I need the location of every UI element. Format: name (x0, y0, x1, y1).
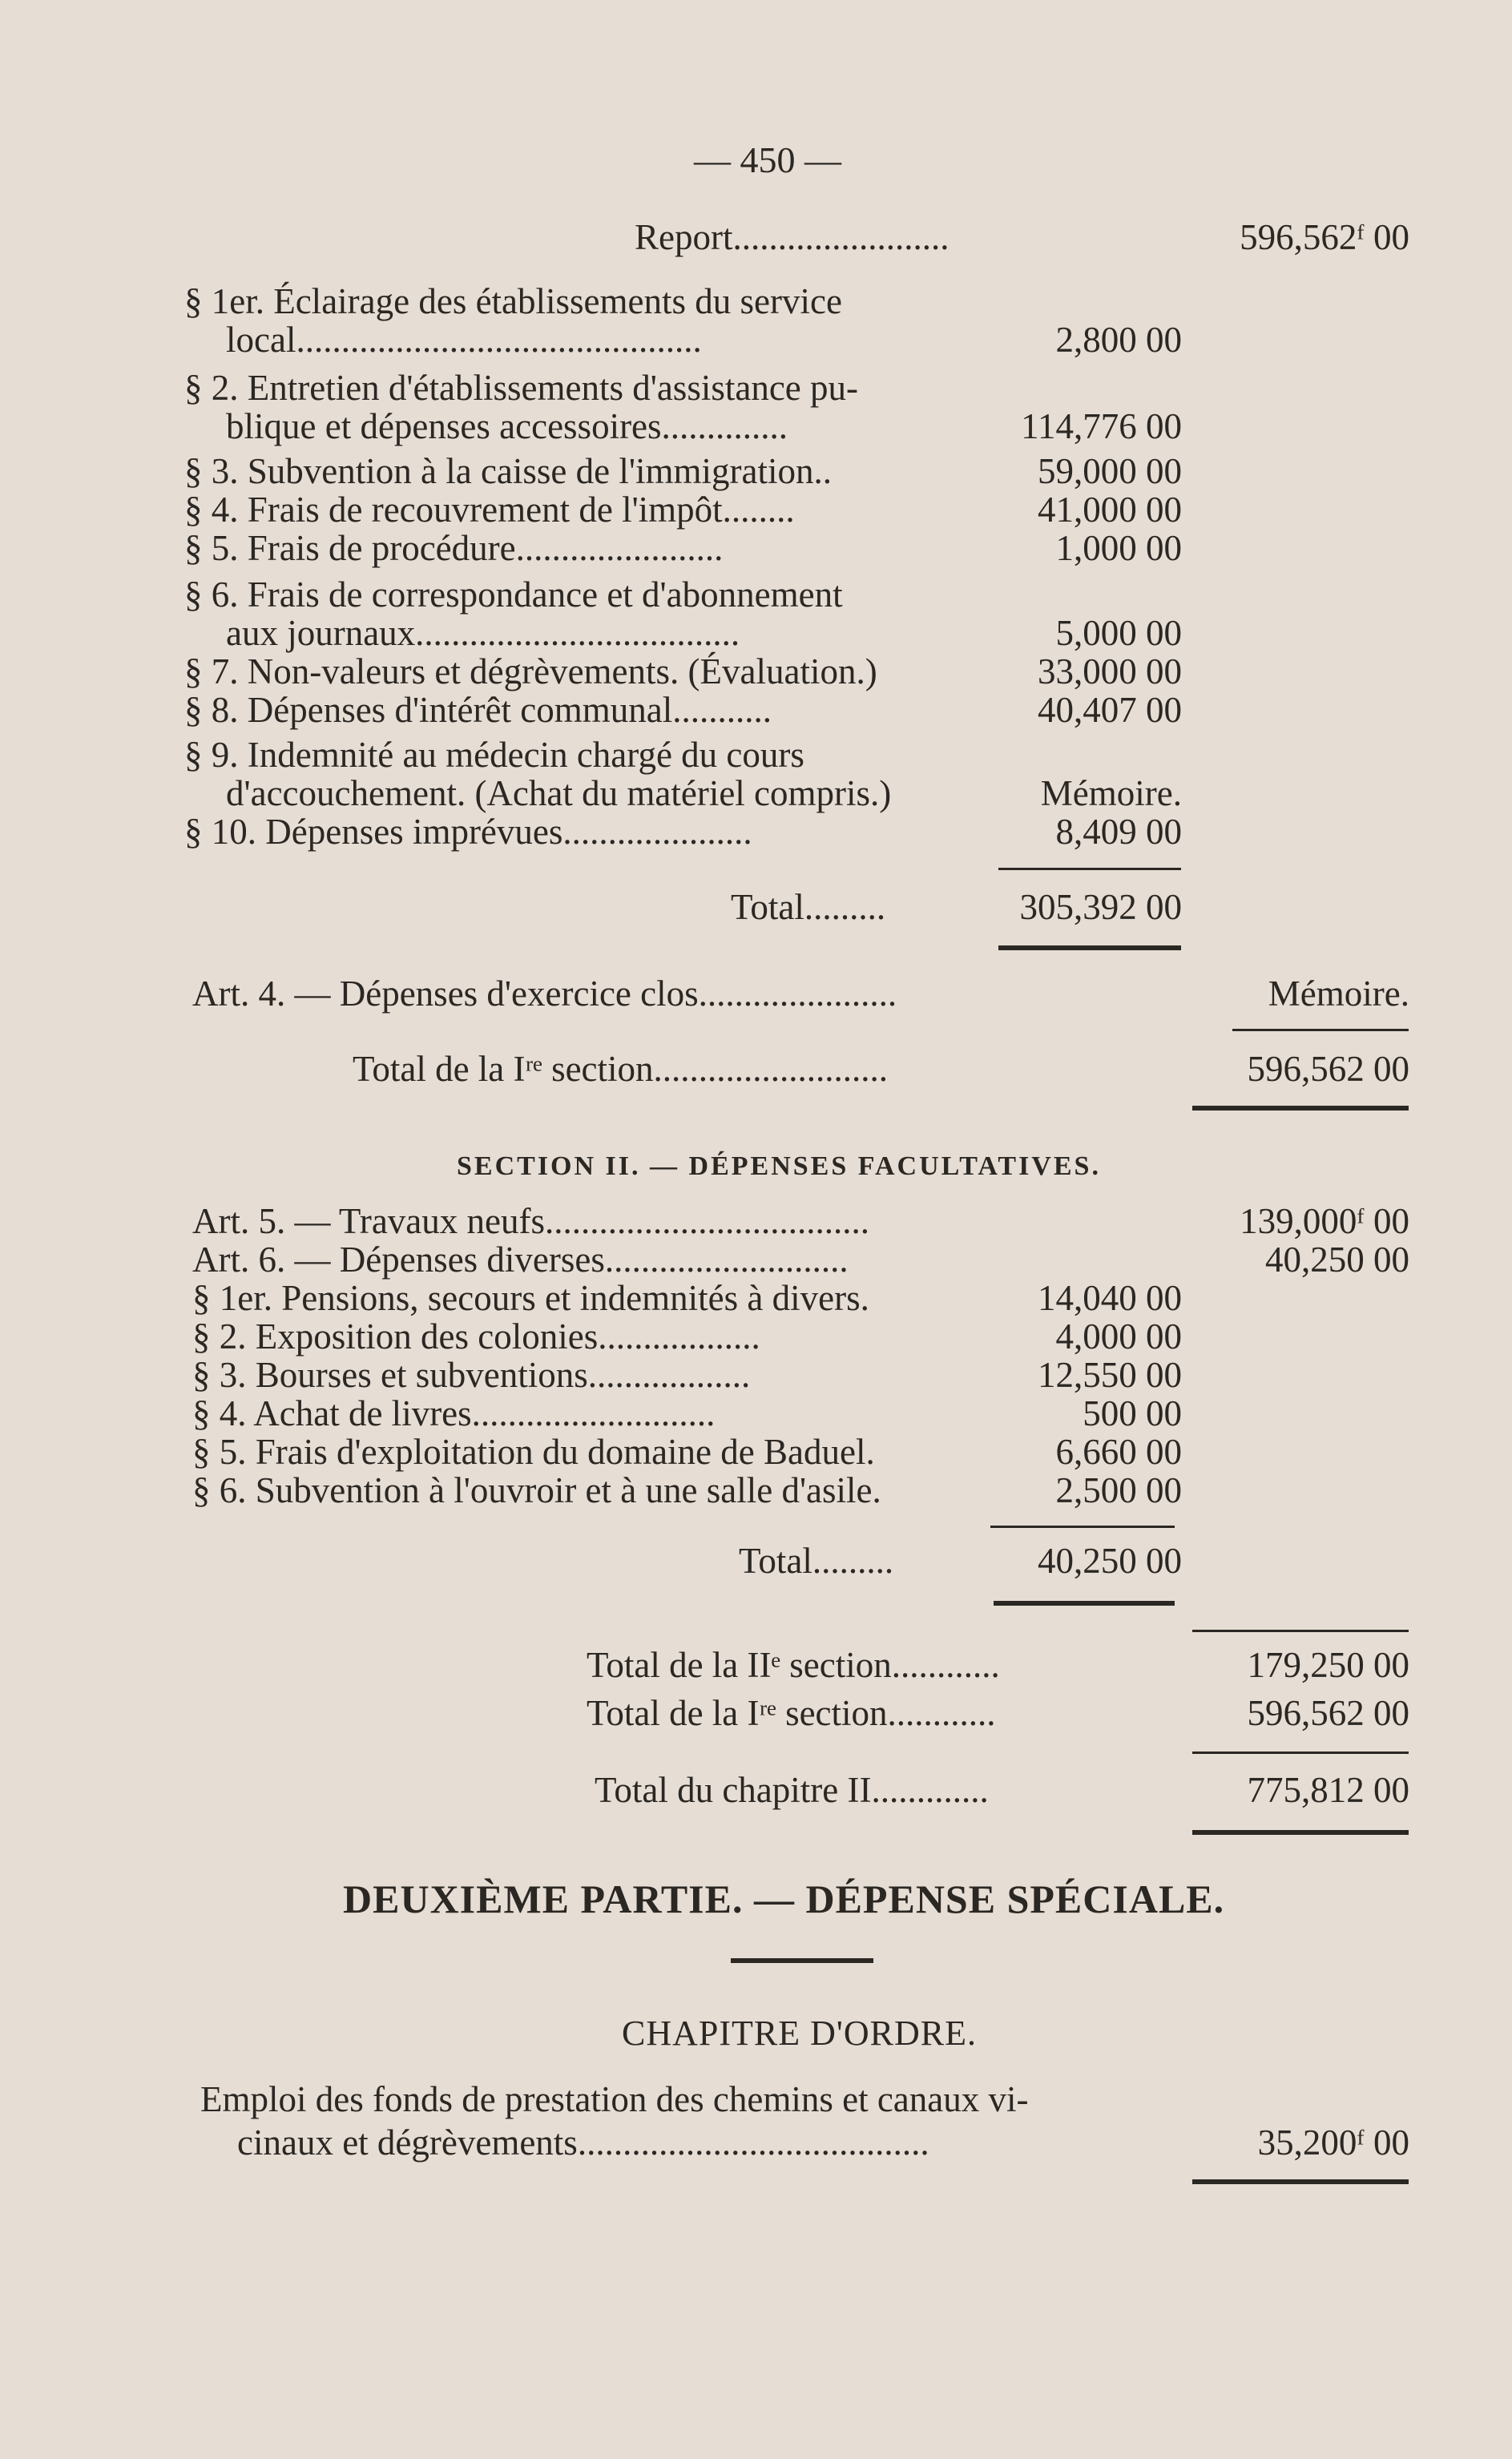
item-2-line1: § 2. Entretien d'établissements d'assistance pu- (184, 368, 859, 408)
rule (1232, 1029, 1409, 1031)
report-amount: 596,562ᶠ 00 (1240, 217, 1409, 257)
total-section2-amount: 179,250 00 (1247, 1645, 1409, 1685)
art6-item-2-label: § 2. Exposition des colonies.................. (192, 1316, 760, 1356)
rule (998, 868, 1181, 870)
item-3-label: § 3. Subvention à la caisse de l'immigration.. (184, 451, 832, 491)
rule (1192, 1630, 1409, 1632)
item-5-amount: 1,000 00 (1055, 528, 1182, 568)
art4-label: Art. 4. — Dépenses d'exercice clos...................... (192, 974, 897, 1014)
rule (1192, 2179, 1409, 2184)
item-1-line1: § 1er. Éclairage des établissements du service (184, 281, 842, 321)
total-art3-amount: 305,392 00 (1019, 887, 1182, 927)
item-9-amount: Mémoire. (1040, 773, 1182, 813)
art6-label: Art. 6. — Dépenses diverses........................... (192, 1240, 849, 1280)
art6-item-6-amount: 2,500 00 (1055, 1470, 1182, 1510)
item-7-amount: 33,000 00 (1038, 651, 1182, 691)
art6-item-3-label: § 3. Bourses et subventions.................. (192, 1355, 751, 1395)
item-8-label: § 8. Dépenses d'intérêt communal........... (184, 690, 772, 730)
report-label: Report........................ (635, 217, 950, 257)
art6-item-3-amount: 12,550 00 (1038, 1355, 1182, 1395)
art6-item-4-label: § 4. Achat de livres........................... (192, 1393, 716, 1433)
item-10-amount: 8,409 00 (1055, 812, 1182, 852)
art6-item-5-amount: 6,660 00 (1055, 1432, 1182, 1472)
item-8-amount: 40,407 00 (1038, 690, 1182, 730)
art5-amount: 139,000ᶠ 00 (1240, 1201, 1409, 1241)
item-6-line2: aux journaux.................................... (226, 613, 740, 653)
art6-item-1-amount: 14,040 00 (1038, 1278, 1182, 1318)
rule (1192, 1830, 1409, 1835)
item-4-amount: 41,000 00 (1038, 490, 1182, 530)
item-5-label: § 5. Frais de procédure....................... (184, 528, 724, 568)
emploi-line1: Emploi des fonds de prestation des chemins et canaux vi- (200, 2079, 1029, 2119)
art6-item-4-amount: 500 00 (1083, 1393, 1182, 1433)
art6-item-1-label: § 1er. Pensions, secours et indemnités à divers. (192, 1278, 869, 1318)
item-10-label: § 10. Dépenses imprévues..................... (184, 812, 752, 852)
total-art6-amount: 40,250 00 (1038, 1541, 1182, 1581)
emploi-amount: 35,200ᶠ 00 (1257, 2122, 1409, 2163)
item-6-line1: § 6. Frais de correspondance et d'abonnement (184, 574, 843, 615)
item-6-amount: 5,000 00 (1055, 613, 1182, 653)
total-section1-amount: 596,562 00 (1247, 1049, 1409, 1089)
total-section1-again-label: Total de la Iʳᵉ section............ (587, 1693, 996, 1733)
art6-amount: 40,250 00 (1265, 1240, 1409, 1280)
art6-item-5-label: § 5. Frais d'exploitation du domaine de Baduel. (192, 1432, 875, 1472)
art4-amount: Mémoire. (1268, 974, 1409, 1014)
item-7-label: § 7. Non-valeurs et dégrèvements. (Évaluation.) (184, 651, 877, 691)
item-1-amount: 2,800 00 (1055, 320, 1182, 360)
rule (1192, 1106, 1409, 1111)
rule (731, 1958, 873, 1963)
rule (994, 1601, 1175, 1606)
art6-item-6-label: § 6. Subvention à l'ouvroir et à une salle d'asile. (192, 1470, 881, 1510)
item-2-line2: blique et dépenses accessoires.............. (226, 406, 788, 446)
total-chapter2-amount: 775,812 00 (1247, 1770, 1409, 1810)
item-9-line1: § 9. Indemnité au médecin chargé du cours (184, 735, 804, 775)
total-section1-again-amount: 596,562 00 (1247, 1693, 1409, 1733)
item-3-amount: 59,000 00 (1038, 451, 1182, 491)
art6-item-2-amount: 4,000 00 (1055, 1316, 1182, 1356)
rule (1192, 1752, 1409, 1754)
total-art6-label: Total......... (739, 1541, 894, 1581)
chapter-order-title: CHAPITRE D'ORDRE. (622, 2014, 977, 2053)
item-9-line2: d'accouchement. (Achat du matériel compris.) (226, 773, 892, 813)
total-chapter2-label: Total du chapitre II............. (595, 1770, 989, 1810)
item-2-amount: 114,776 00 (1021, 406, 1182, 446)
page-number: — 450 — (694, 139, 841, 180)
part2-title: DEUXIÈME PARTIE. — DÉPENSE SPÉCIALE. (343, 1876, 1225, 1921)
item-1-line2: local............................................. (226, 320, 702, 360)
total-section2-label: Total de la IIᵉ section............ (587, 1645, 1000, 1685)
rule (990, 1526, 1175, 1528)
emploi-line2: cinaux et dégrèvements....................................... (237, 2122, 929, 2163)
art5-label: Art. 5. — Travaux neufs.................................... (192, 1201, 869, 1241)
rule (998, 945, 1181, 950)
section2-title: SECTION II. — DÉPENSES FACULTATIVES. (457, 1151, 1101, 1181)
total-art3-label: Total......... (731, 887, 886, 927)
total-section1-label: Total de la Iʳᵉ section.......................... (353, 1049, 889, 1089)
item-4-label: § 4. Frais de recouvrement de l'impôt........ (184, 490, 795, 530)
